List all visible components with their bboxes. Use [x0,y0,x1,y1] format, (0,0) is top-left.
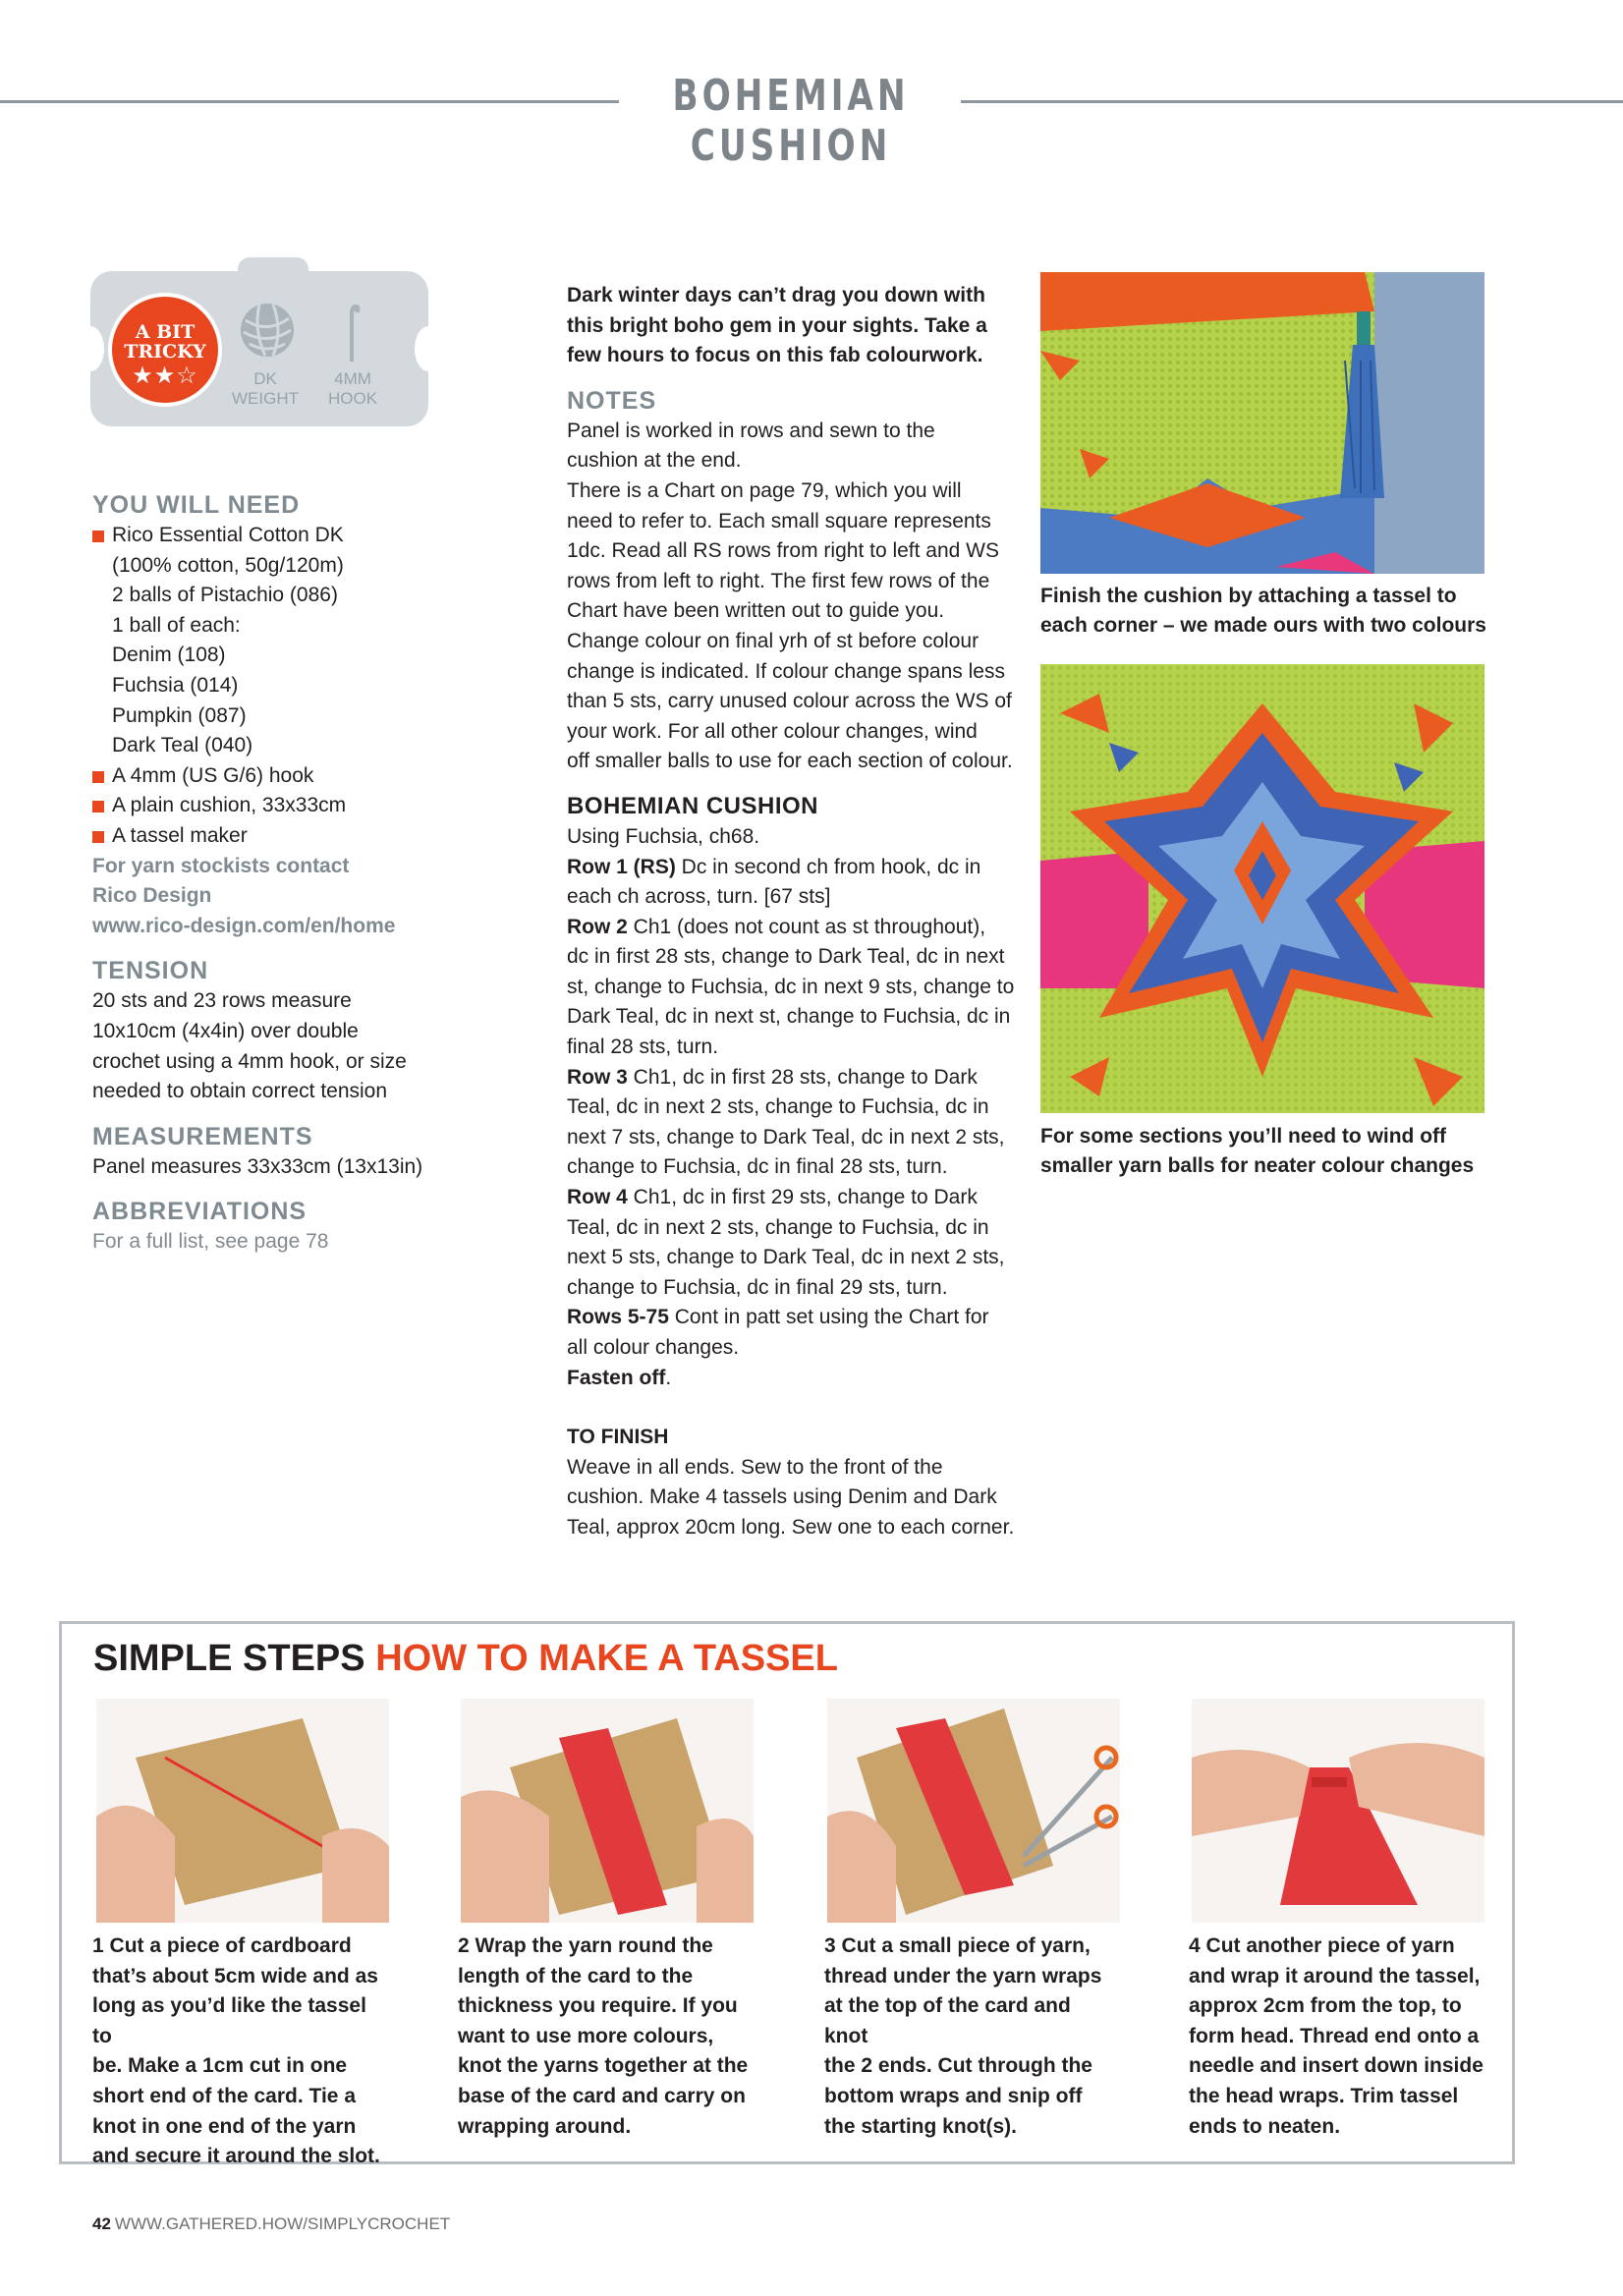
crochet-hook-icon [338,301,367,364]
list-item-detail: (100% cotton, 50g/120m) [112,553,344,577]
row-2-cont: Dark Teal, dc in next st, change to Fuchsia, dc in [567,1005,1011,1029]
row-4: Row 4 Ch1, dc in first 29 sts, change to Dark [567,1186,978,1209]
intro-line: Dark winter days can’t drag you down with [567,284,985,307]
step-4-text: 4 Cut another piece of yarn and wrap it around the tassel, approx 2cm from the top, to form head. Thread end onto a needle and insert down inside the head wraps. Trim tassel ends to neaten. [1189,1934,1483,2138]
difficulty-line2: TRICKY [124,341,206,363]
difficulty-badge [90,271,428,426]
notes-line: Chart have been written out to guide you. [567,599,945,623]
steps-title: SIMPLE STEPS HOW TO MAKE A TASSEL [93,1638,838,1679]
footer-url[interactable]: WWW.GATHERED.HOW/SIMPLYCROCHET [114,2214,451,2233]
step-1-text: 1 Cut a piece of cardboard that’s about 5cm wide and as long as you’d like the tassel to be. Make a 1cm cut in one short end of the card. Tie a knot in one end of the yarn and secure it around the slot. [92,1934,380,2168]
photo-caption: Finish the cushion by attaching a tassel to each corner – we made ours with two colours [1040,585,1486,637]
notes-line: 1dc. Read all RS rows from right to left and WS [567,539,1000,563]
measurements-text: Panel measures 33x33cm (13x13in) [92,1154,423,1178]
notes-line: your work. For all other colour changes, wind [567,719,978,743]
tension-line: needed to obtain correct tension [92,1080,388,1103]
rows-5-75-cont: all colour changes. [567,1336,740,1359]
list-item-detail: Pumpkin (087) [112,703,247,727]
hook-size-label: 4MM HOOK [327,369,378,408]
cushion-tassel-photo [1040,272,1484,574]
list-item-detail: Dark Teal (040) [112,734,253,757]
notes-line: rows from left to right. The first few rows of the [567,569,990,592]
list-item: Rico Essential Cotton DK [92,521,515,551]
row-3-cont: next 7 sts, change to Dark Teal, dc in next 2 sts, [567,1125,1005,1148]
colourwork-closeup-photo [1040,664,1484,1113]
photo-caption: For some sections you’ll need to wind off smaller yarn balls for neater colour changes [1040,1125,1475,1177]
row-3-cont: change to Fuchsia, dc in final 28 sts, turn. [567,1155,948,1179]
you-will-need-heading: YOU WILL NEED [92,491,301,519]
row-3: Row 3 Ch1, dc in first 28 sts, change to Dark [567,1065,978,1089]
stockists-text: For yarn stockists contact [92,854,350,877]
step-4-photo [1192,1699,1484,1923]
notes-line: than 5 sts, carry unused colour across the WS of [567,690,1012,713]
notes-line: need to refer to. Each small square represents [567,509,991,532]
abbreviations-heading: ABBREVIATIONS [92,1198,308,1226]
header-rule-right [961,100,1623,103]
notes-line: off smaller balls to use for each section of colour. [567,750,1013,773]
header-rule-left [0,100,619,103]
row-3-cont: Teal, dc in next 2 sts, change to Fuchsia, dc in [567,1095,989,1119]
step-3-photo [827,1699,1120,1923]
step-2-photo [461,1699,754,1923]
step-3-text: 3 Cut a small piece of yarn, thread under the yarn wraps at the top of the card and knot the 2 ends. Cut through the bottom wraps and snip off the starting knot(s). [824,1934,1102,2138]
row-1-cont: each ch across, turn. [67 sts] [567,885,831,909]
finish-line: cushion. Make 4 tassels using Denim and Dark [567,1485,997,1509]
row-4-cont: change to Fuchsia, dc in final 29 sts, turn. [567,1275,948,1299]
list-item: A 4mm (US G/6) hook [92,761,515,792]
notes-line: Panel is worked in rows and sewn to the [567,419,935,442]
list-item-detail: Denim (108) [112,644,226,667]
weight-label: DK WEIGHT [232,369,299,408]
list-item-detail: 2 balls of Pistachio (086) [112,584,338,607]
intro-line: this bright boho gem in your sights. Take a [567,313,987,337]
row-4-cont: next 5 sts, change to Dark Teal, dc in next 2 sts, [567,1246,1005,1269]
intro-line: few hours to focus on this fab colourwork. [567,344,983,367]
notes-line: change is indicated. If colour change spans less [567,659,1005,683]
notes-line: Change colour on final yrh of st before colour [567,629,979,652]
measurements-heading: MEASUREMENTS [92,1122,313,1150]
notes-line: cushion at the end. [567,449,742,473]
tension-line: crochet using a 4mm hook, or size [92,1049,407,1073]
stockists-brand: Rico Design [92,884,212,908]
rows-5-75: Rows 5-75 Cont in patt set using the Chart for [567,1306,989,1329]
finish-heading: TO FINISH [567,1426,669,1449]
list-item-detail: Fuchsia (014) [112,673,239,697]
finish-line: Teal, approx 20cm long. Sew one to each corner. [567,1515,1015,1539]
tension-line: 20 sts and 23 rows measure [92,989,352,1013]
list-item-detail: 1 ball of each: [112,613,241,637]
pattern-heading: BOHEMIAN CUSHION [567,792,819,819]
tension-line: 10x10cm (4x4in) over double [92,1019,359,1042]
row-4-cont: Teal, dc in next 2 sts, change to Fuchsia, dc in [567,1215,989,1239]
middle-column [567,281,1038,1543]
row-2-cont: final 28 sts, turn. [567,1036,719,1059]
difficulty-rating [108,293,222,407]
fasten-off: Fasten off. [567,1366,672,1389]
star-rating: ★★☆ [132,363,198,389]
left-column [92,489,515,1258]
row-2-cont: st, change to Fuchsia, dc in next 9 sts, change to [567,975,1015,998]
list-item: A tassel maker [92,821,515,852]
notes-line: There is a Chart on page 79, which you will [567,478,962,502]
row-1: Row 1 (RS) Dc in second ch from hook, dc in [567,855,981,878]
list-item: A plain cushion, 33x33cm [92,791,515,821]
page-title: BOHEMIAN CUSHION [672,71,910,171]
page-footer [92,2214,450,2234]
finish-line: Weave in all ends. Sew to the front of the [567,1455,943,1479]
difficulty-line1: A BIT [135,321,196,343]
yarn-ball-icon [238,301,297,360]
step-2-text: 2 Wrap the yarn round the length of the card to the thickness you require. If you want to use more colours, knot the yarns together at the base of the card and carry on wrapping around. [458,1934,749,2138]
row-2: Row 2 Ch1 (does not count as st throughout), [567,915,986,938]
row-2-cont: dc in first 28 sts, change to Dark Teal, dc in next [567,945,1005,969]
tension-heading: TENSION [92,957,209,985]
stockists-link[interactable]: www.rico-design.com/en/home [92,914,396,937]
notes-heading: NOTES [567,386,657,415]
page-number: 42 [92,2214,111,2233]
pattern-start: Using Fuchsia, ch68. [567,824,760,848]
step-1-photo [96,1699,389,1923]
abbreviations-text: For a full list, see page 78 [92,1230,329,1254]
